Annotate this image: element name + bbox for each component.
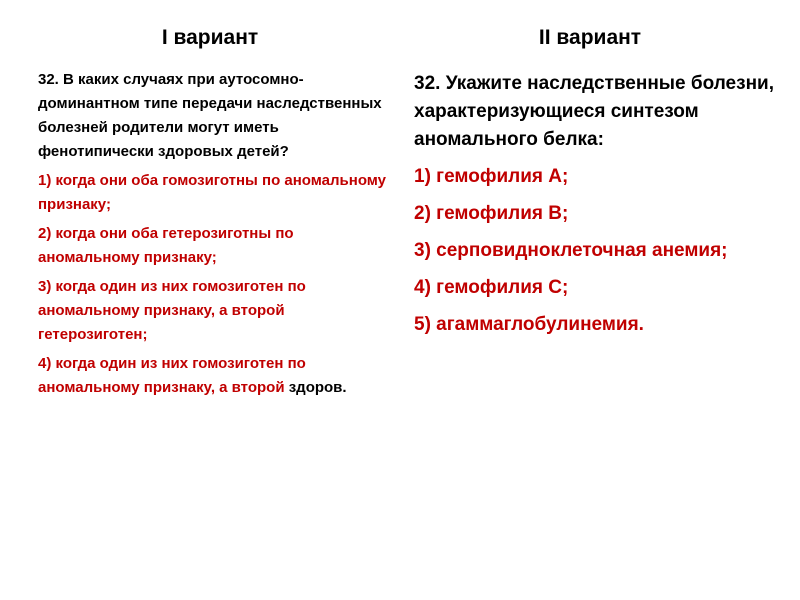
variant-1-question: 32. В каких случаях при аутосомно-доминантном типе передачи наследственных болезней родители могут иметь фенотипически здоровых детей?: [38, 71, 382, 160]
variant-2-column: [414, 68, 774, 339]
variant-2-question: 32. Укажите наследственные болезни, характеризующиеся синтезом аномального белка:: [414, 73, 774, 150]
variant-2-answer-5: 5) агаммаглобулинемия.: [414, 314, 644, 335]
variant-2-title: II вариант: [538, 26, 642, 49]
variant-2-answer-3: 3) серповидноклеточная анемия;: [414, 240, 728, 261]
variant-1-answer-4: [38, 352, 388, 400]
answer-text: 3) когда один из них гомозиготен по аномальному признаку, а второй гетерозиготен;: [38, 278, 306, 343]
answer-tail: здоров.: [288, 379, 347, 396]
variant-2-answer-2: 2) гемофилия В;: [414, 203, 569, 224]
variant-2-answer-1: 1) гемофилия А;: [414, 166, 569, 187]
answer-text: 1) когда они оба гомозиготны по аномальному признаку;: [38, 172, 387, 213]
answer-text: 2) когда они оба гетерозиготны по аномальному признаку;: [38, 225, 294, 266]
variant-1-answer-1: [38, 169, 388, 217]
variant-1-column: [38, 68, 388, 400]
variant-1-answer-3: [38, 275, 388, 347]
answer-text: 4) когда один из них гомозиготен по аномальному признаку, а второй: [38, 355, 306, 396]
variant-2-answers: [414, 163, 774, 339]
variant-2-answer-4: 4) гемофилия С;: [414, 277, 569, 298]
variant-1-answers: [38, 169, 388, 400]
variant-1-answer-2: [38, 222, 388, 270]
variant-1-title: I вариант: [161, 26, 259, 49]
